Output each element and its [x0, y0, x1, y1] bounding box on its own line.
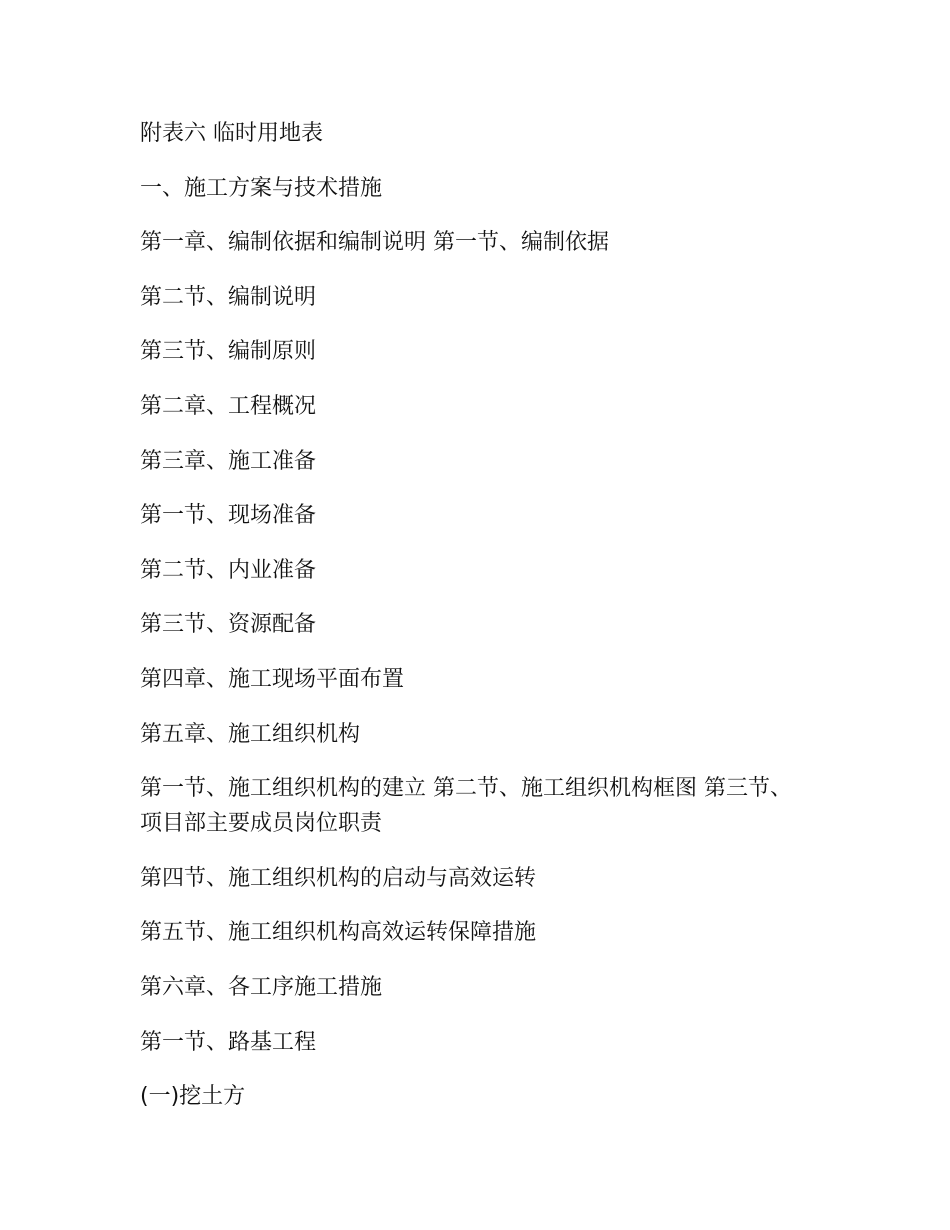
outline-line: 第一节、现场准备: [140, 503, 317, 529]
outline-line: 第一节、路基工程: [140, 1029, 317, 1055]
outline-line: 第二章、工程概况: [140, 393, 317, 419]
outline-line: 第三节、编制原则: [140, 339, 317, 365]
outline-line: 附表六 临时用地表: [140, 121, 323, 146]
outline-line: 第二节、内业准备: [140, 557, 317, 583]
outline-line: 第一章、编制依据和编制说明 第一节、编制依据: [140, 230, 609, 256]
outline-line: 一、施工方案与技术措施: [140, 175, 383, 201]
outline-line: 第三节、资源配备: [140, 612, 317, 638]
outline-list: [140, 116, 810, 1134]
outline-line: 第四节、施工组织机构的启动与高效运转: [140, 865, 537, 891]
outline-line: (一)挖土方: [140, 1084, 246, 1110]
outline-line: 第五章、施工组织机构: [140, 721, 361, 747]
outline-line: 第五节、施工组织机构高效运转保障措施: [140, 920, 537, 946]
outline-line: 第四章、施工现场平面布置: [140, 666, 405, 692]
outline-line: 第六章、各工序施工措施: [140, 974, 383, 1000]
outline-line: 第二节、编制说明: [140, 284, 317, 310]
outline-line: 第三章、施工准备: [140, 448, 317, 474]
outline-line: 第一节、施工组织机构的建立 第二节、施工组织机构框图 第三节、项目部主要成员岗位职责: [140, 776, 792, 837]
